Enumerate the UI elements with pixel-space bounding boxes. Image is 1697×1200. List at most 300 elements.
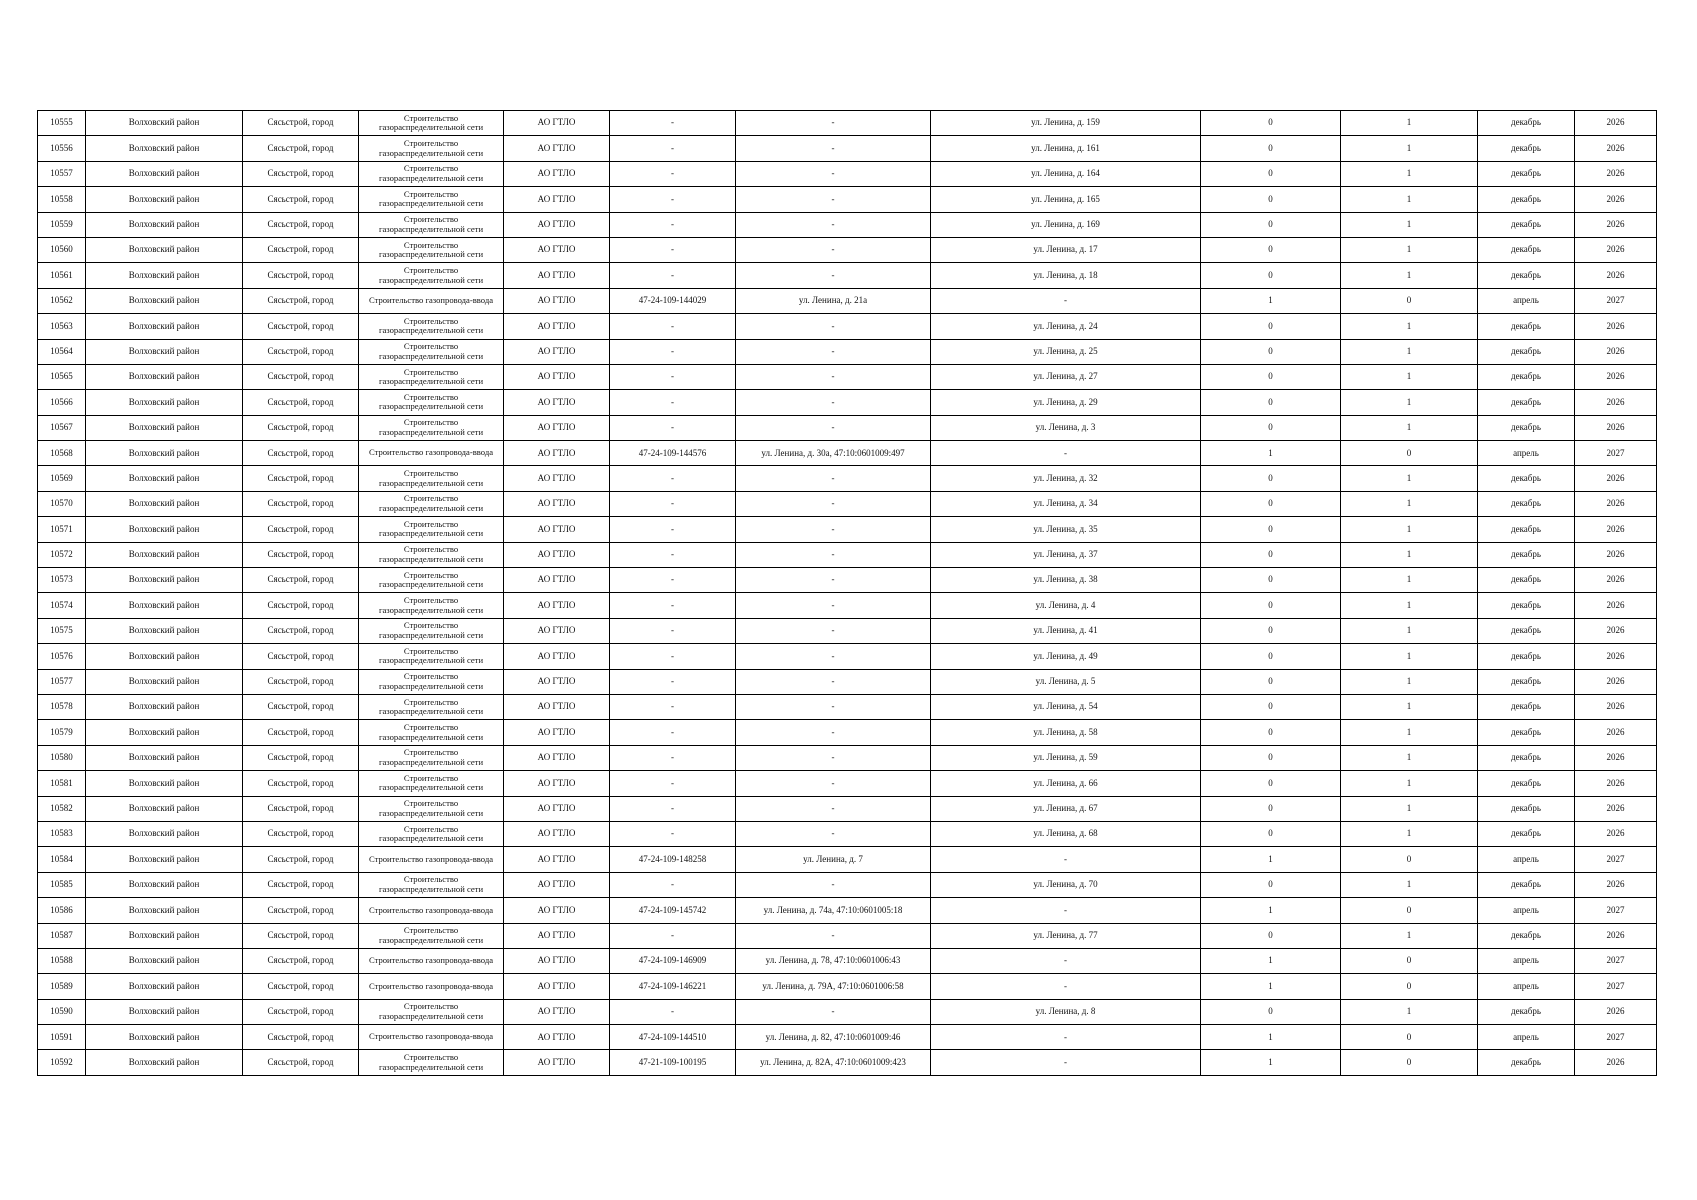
networks-count-cell: 1 bbox=[1341, 237, 1478, 262]
inputs-count-cell: 0 bbox=[1201, 491, 1341, 516]
organization-cell: АО ГТЛО bbox=[504, 999, 610, 1024]
district-cell: Волховский район bbox=[86, 339, 243, 364]
year-cell: 2026 bbox=[1575, 568, 1657, 593]
inputs-count-cell: 1 bbox=[1201, 948, 1341, 973]
locality-cell: Сясьстрой, город bbox=[243, 771, 359, 796]
row-number-cell: 10570 bbox=[38, 491, 86, 516]
organization-cell: АО ГТЛО bbox=[504, 644, 610, 669]
year-cell: 2027 bbox=[1575, 1025, 1657, 1050]
organization-cell: АО ГТЛО bbox=[504, 390, 610, 415]
year-cell: 2026 bbox=[1575, 542, 1657, 567]
table-row bbox=[38, 1025, 1657, 1050]
locality-cell: Сясьстрой, город bbox=[243, 821, 359, 846]
application-number-cell: 47-24-109-144029 bbox=[610, 288, 736, 313]
application-number-cell: - bbox=[610, 339, 736, 364]
inputs-count-cell: 0 bbox=[1201, 339, 1341, 364]
street-address-cell: - bbox=[931, 948, 1201, 973]
application-number-cell: - bbox=[610, 237, 736, 262]
district-cell: Волховский район bbox=[86, 669, 243, 694]
row-number-cell: 10582 bbox=[38, 796, 86, 821]
locality-cell: Сясьстрой, город bbox=[243, 136, 359, 161]
locality-cell: Сясьстрой, город bbox=[243, 644, 359, 669]
object-address-cell: ул. Ленина, д. 78, 47:10:0601006:43 bbox=[736, 948, 931, 973]
table-row bbox=[38, 136, 1657, 161]
street-address-cell: ул. Ленина, д. 18 bbox=[931, 263, 1201, 288]
year-cell: 2026 bbox=[1575, 872, 1657, 897]
table-row bbox=[38, 694, 1657, 719]
table-row bbox=[38, 542, 1657, 567]
object-address-cell: ул. Ленина, д. 82А, 47:10:0601009:423 bbox=[736, 1050, 931, 1075]
row-number-cell: 10569 bbox=[38, 466, 86, 491]
locality-cell: Сясьстрой, город bbox=[243, 390, 359, 415]
locality-cell: Сясьстрой, город bbox=[243, 872, 359, 897]
organization-cell: АО ГТЛО bbox=[504, 898, 610, 923]
year-cell: 2026 bbox=[1575, 745, 1657, 770]
organization-cell: АО ГТЛО bbox=[504, 441, 610, 466]
work-type-cell: Строительство газораспределительной сети bbox=[359, 771, 504, 796]
work-type-cell: Строительство газопровода-ввода bbox=[359, 1025, 504, 1050]
application-number-cell: 47-21-109-100195 bbox=[610, 1050, 736, 1075]
district-cell: Волховский район bbox=[86, 745, 243, 770]
inputs-count-cell: 1 bbox=[1201, 1025, 1341, 1050]
year-cell: 2026 bbox=[1575, 1050, 1657, 1075]
object-address-cell: - bbox=[736, 796, 931, 821]
month-cell: декабрь bbox=[1478, 339, 1575, 364]
year-cell: 2026 bbox=[1575, 187, 1657, 212]
organization-cell: АО ГТЛО bbox=[504, 415, 610, 440]
table-row bbox=[38, 669, 1657, 694]
street-address-cell: ул. Ленина, д. 3 bbox=[931, 415, 1201, 440]
district-cell: Волховский район bbox=[86, 441, 243, 466]
row-number-cell: 10592 bbox=[38, 1050, 86, 1075]
year-cell: 2027 bbox=[1575, 847, 1657, 872]
organization-cell: АО ГТЛО bbox=[504, 491, 610, 516]
row-number-cell: 10585 bbox=[38, 872, 86, 897]
inputs-count-cell: 0 bbox=[1201, 720, 1341, 745]
month-cell: декабрь bbox=[1478, 542, 1575, 567]
work-type-cell: Строительство газораспределительной сети bbox=[359, 111, 504, 136]
table-row bbox=[38, 415, 1657, 440]
organization-cell: АО ГТЛО bbox=[504, 314, 610, 339]
street-address-cell: ул. Ленина, д. 24 bbox=[931, 314, 1201, 339]
table-row bbox=[38, 771, 1657, 796]
row-number-cell: 10586 bbox=[38, 898, 86, 923]
locality-cell: Сясьстрой, город bbox=[243, 263, 359, 288]
networks-count-cell: 1 bbox=[1341, 263, 1478, 288]
organization-cell: АО ГТЛО bbox=[504, 136, 610, 161]
inputs-count-cell: 0 bbox=[1201, 263, 1341, 288]
month-cell: декабрь bbox=[1478, 466, 1575, 491]
locality-cell: Сясьстрой, город bbox=[243, 288, 359, 313]
street-address-cell: ул. Ленина, д. 49 bbox=[931, 644, 1201, 669]
year-cell: 2026 bbox=[1575, 593, 1657, 618]
locality-cell: Сясьстрой, город bbox=[243, 491, 359, 516]
street-address-cell: ул. Ленина, д. 32 bbox=[931, 466, 1201, 491]
street-address-cell: ул. Ленина, д. 165 bbox=[931, 187, 1201, 212]
street-address-cell: ул. Ленина, д. 25 bbox=[931, 339, 1201, 364]
application-number-cell: - bbox=[610, 568, 736, 593]
month-cell: декабрь bbox=[1478, 644, 1575, 669]
networks-count-cell: 1 bbox=[1341, 390, 1478, 415]
networks-count-cell: 1 bbox=[1341, 771, 1478, 796]
work-type-cell: Строительство газораспределительной сети bbox=[359, 999, 504, 1024]
organization-cell: АО ГТЛО bbox=[504, 111, 610, 136]
application-number-cell: - bbox=[610, 796, 736, 821]
month-cell: декабрь bbox=[1478, 872, 1575, 897]
application-number-cell: - bbox=[610, 491, 736, 516]
object-address-cell: - bbox=[736, 593, 931, 618]
year-cell: 2027 bbox=[1575, 288, 1657, 313]
year-cell: 2026 bbox=[1575, 390, 1657, 415]
application-number-cell: 47-24-109-144576 bbox=[610, 441, 736, 466]
row-number-cell: 10576 bbox=[38, 644, 86, 669]
work-type-cell: Строительство газораспределительной сети bbox=[359, 593, 504, 618]
application-number-cell: - bbox=[610, 263, 736, 288]
street-address-cell: ул. Ленина, д. 164 bbox=[931, 161, 1201, 186]
year-cell: 2026 bbox=[1575, 415, 1657, 440]
row-number-cell: 10577 bbox=[38, 669, 86, 694]
locality-cell: Сясьстрой, город bbox=[243, 694, 359, 719]
application-number-cell: - bbox=[610, 644, 736, 669]
locality-cell: Сясьстрой, город bbox=[243, 187, 359, 212]
inputs-count-cell: 1 bbox=[1201, 1050, 1341, 1075]
month-cell: декабрь bbox=[1478, 491, 1575, 516]
street-address-cell: - bbox=[931, 898, 1201, 923]
street-address-cell: - bbox=[931, 441, 1201, 466]
month-cell: апрель bbox=[1478, 898, 1575, 923]
inputs-count-cell: 0 bbox=[1201, 593, 1341, 618]
year-cell: 2026 bbox=[1575, 161, 1657, 186]
street-address-cell: - bbox=[931, 1050, 1201, 1075]
year-cell: 2026 bbox=[1575, 821, 1657, 846]
networks-count-cell: 1 bbox=[1341, 999, 1478, 1024]
object-address-cell: ул. Ленина, д. 74а, 47:10:0601005:18 bbox=[736, 898, 931, 923]
month-cell: декабрь bbox=[1478, 161, 1575, 186]
month-cell: декабрь bbox=[1478, 415, 1575, 440]
district-cell: Волховский район bbox=[86, 314, 243, 339]
locality-cell: Сясьстрой, город bbox=[243, 542, 359, 567]
month-cell: декабрь bbox=[1478, 263, 1575, 288]
month-cell: декабрь bbox=[1478, 390, 1575, 415]
row-number-cell: 10581 bbox=[38, 771, 86, 796]
locality-cell: Сясьстрой, город bbox=[243, 415, 359, 440]
row-number-cell: 10559 bbox=[38, 212, 86, 237]
locality-cell: Сясьстрой, город bbox=[243, 796, 359, 821]
work-type-cell: Строительство газораспределительной сети bbox=[359, 745, 504, 770]
year-cell: 2026 bbox=[1575, 669, 1657, 694]
month-cell: декабрь bbox=[1478, 212, 1575, 237]
row-number-cell: 10568 bbox=[38, 441, 86, 466]
street-address-cell: ул. Ленина, д. 59 bbox=[931, 745, 1201, 770]
table-row bbox=[38, 720, 1657, 745]
district-cell: Волховский район bbox=[86, 263, 243, 288]
work-type-cell: Строительство газораспределительной сети bbox=[359, 872, 504, 897]
year-cell: 2026 bbox=[1575, 364, 1657, 389]
table-row bbox=[38, 364, 1657, 389]
year-cell: 2026 bbox=[1575, 644, 1657, 669]
row-number-cell: 10563 bbox=[38, 314, 86, 339]
year-cell: 2026 bbox=[1575, 720, 1657, 745]
month-cell: декабрь bbox=[1478, 720, 1575, 745]
inputs-count-cell: 0 bbox=[1201, 771, 1341, 796]
application-number-cell: - bbox=[610, 593, 736, 618]
street-address-cell: ул. Ленина, д. 5 bbox=[931, 669, 1201, 694]
object-address-cell: - bbox=[736, 415, 931, 440]
work-type-cell: Строительство газопровода-ввода bbox=[359, 288, 504, 313]
object-address-cell: - bbox=[736, 771, 931, 796]
year-cell: 2026 bbox=[1575, 263, 1657, 288]
work-type-cell: Строительство газораспределительной сети bbox=[359, 161, 504, 186]
organization-cell: АО ГТЛО bbox=[504, 669, 610, 694]
table-row bbox=[38, 644, 1657, 669]
inputs-count-cell: 0 bbox=[1201, 644, 1341, 669]
networks-count-cell: 0 bbox=[1341, 441, 1478, 466]
district-cell: Волховский район bbox=[86, 390, 243, 415]
district-cell: Волховский район bbox=[86, 720, 243, 745]
row-number-cell: 10578 bbox=[38, 694, 86, 719]
row-number-cell: 10591 bbox=[38, 1025, 86, 1050]
object-address-cell: - bbox=[736, 542, 931, 567]
district-cell: Волховский район bbox=[86, 364, 243, 389]
district-cell: Волховский район bbox=[86, 1025, 243, 1050]
row-number-cell: 10565 bbox=[38, 364, 86, 389]
application-number-cell: - bbox=[610, 212, 736, 237]
organization-cell: АО ГТЛО bbox=[504, 745, 610, 770]
locality-cell: Сясьстрой, город bbox=[243, 517, 359, 542]
month-cell: декабрь bbox=[1478, 237, 1575, 262]
table-row bbox=[38, 339, 1657, 364]
inputs-count-cell: 0 bbox=[1201, 212, 1341, 237]
month-cell: апрель bbox=[1478, 847, 1575, 872]
inputs-count-cell: 0 bbox=[1201, 999, 1341, 1024]
street-address-cell: ул. Ленина, д. 77 bbox=[931, 923, 1201, 948]
street-address-cell: ул. Ленина, д. 67 bbox=[931, 796, 1201, 821]
networks-count-cell: 1 bbox=[1341, 644, 1478, 669]
street-address-cell: ул. Ленина, д. 159 bbox=[931, 111, 1201, 136]
district-cell: Волховский район bbox=[86, 237, 243, 262]
work-type-cell: Строительство газораспределительной сети bbox=[359, 237, 504, 262]
month-cell: апрель bbox=[1478, 1025, 1575, 1050]
street-address-cell: ул. Ленина, д. 68 bbox=[931, 821, 1201, 846]
row-number-cell: 10571 bbox=[38, 517, 86, 542]
organization-cell: АО ГТЛО bbox=[504, 542, 610, 567]
month-cell: апрель bbox=[1478, 288, 1575, 313]
work-type-cell: Строительство газораспределительной сети bbox=[359, 263, 504, 288]
street-address-cell: - bbox=[931, 974, 1201, 999]
networks-count-cell: 1 bbox=[1341, 339, 1478, 364]
street-address-cell: ул. Ленина, д. 66 bbox=[931, 771, 1201, 796]
organization-cell: АО ГТЛО bbox=[504, 593, 610, 618]
object-address-cell: - bbox=[736, 745, 931, 770]
work-type-cell: Строительство газопровода-ввода bbox=[359, 898, 504, 923]
organization-cell: АО ГТЛО bbox=[504, 796, 610, 821]
year-cell: 2027 bbox=[1575, 974, 1657, 999]
application-number-cell: - bbox=[610, 314, 736, 339]
object-address-cell: - bbox=[736, 669, 931, 694]
street-address-cell: ул. Ленина, д. 41 bbox=[931, 618, 1201, 643]
object-address-cell: - bbox=[736, 517, 931, 542]
work-type-cell: Строительство газопровода-ввода bbox=[359, 847, 504, 872]
district-cell: Волховский район bbox=[86, 771, 243, 796]
inputs-count-cell: 0 bbox=[1201, 415, 1341, 440]
application-number-cell: - bbox=[610, 720, 736, 745]
inputs-count-cell: 0 bbox=[1201, 923, 1341, 948]
year-cell: 2026 bbox=[1575, 339, 1657, 364]
inputs-count-cell: 0 bbox=[1201, 618, 1341, 643]
object-address-cell: ул. Ленина, д. 21а bbox=[736, 288, 931, 313]
street-address-cell: ул. Ленина, д. 34 bbox=[931, 491, 1201, 516]
inputs-count-cell: 0 bbox=[1201, 237, 1341, 262]
networks-count-cell: 1 bbox=[1341, 161, 1478, 186]
networks-count-cell: 1 bbox=[1341, 796, 1478, 821]
work-type-cell: Строительство газораспределительной сети bbox=[359, 491, 504, 516]
object-address-cell: ул. Ленина, д. 30а, 47:10:0601009:497 bbox=[736, 441, 931, 466]
application-number-cell: - bbox=[610, 136, 736, 161]
application-number-cell: - bbox=[610, 821, 736, 846]
row-number-cell: 10574 bbox=[38, 593, 86, 618]
table-row bbox=[38, 821, 1657, 846]
work-type-cell: Строительство газораспределительной сети bbox=[359, 923, 504, 948]
locality-cell: Сясьстрой, город bbox=[243, 745, 359, 770]
object-address-cell: - bbox=[736, 339, 931, 364]
locality-cell: Сясьстрой, город bbox=[243, 923, 359, 948]
locality-cell: Сясьстрой, город bbox=[243, 111, 359, 136]
year-cell: 2027 bbox=[1575, 898, 1657, 923]
month-cell: декабрь bbox=[1478, 618, 1575, 643]
organization-cell: АО ГТЛО bbox=[504, 872, 610, 897]
object-address-cell: - bbox=[736, 568, 931, 593]
street-address-cell: ул. Ленина, д. 169 bbox=[931, 212, 1201, 237]
application-number-cell: - bbox=[610, 999, 736, 1024]
networks-count-cell: 1 bbox=[1341, 694, 1478, 719]
table-row bbox=[38, 999, 1657, 1024]
application-number-cell: - bbox=[610, 618, 736, 643]
inputs-count-cell: 1 bbox=[1201, 847, 1341, 872]
organization-cell: АО ГТЛО bbox=[504, 466, 610, 491]
table-row bbox=[38, 568, 1657, 593]
object-address-cell: - bbox=[736, 314, 931, 339]
work-type-cell: Строительство газораспределительной сети bbox=[359, 796, 504, 821]
organization-cell: АО ГТЛО bbox=[504, 948, 610, 973]
row-number-cell: 10575 bbox=[38, 618, 86, 643]
networks-count-cell: 1 bbox=[1341, 745, 1478, 770]
locality-cell: Сясьстрой, город bbox=[243, 669, 359, 694]
object-address-cell: - bbox=[736, 694, 931, 719]
inputs-count-cell: 0 bbox=[1201, 314, 1341, 339]
year-cell: 2026 bbox=[1575, 466, 1657, 491]
row-number-cell: 10562 bbox=[38, 288, 86, 313]
row-number-cell: 10567 bbox=[38, 415, 86, 440]
month-cell: декабрь bbox=[1478, 111, 1575, 136]
organization-cell: АО ГТЛО bbox=[504, 618, 610, 643]
work-type-cell: Строительство газораспределительной сети bbox=[359, 669, 504, 694]
object-address-cell: ул. Ленина, д. 7 bbox=[736, 847, 931, 872]
application-number-cell: 47-24-109-144510 bbox=[610, 1025, 736, 1050]
organization-cell: АО ГТЛО bbox=[504, 821, 610, 846]
inputs-count-cell: 0 bbox=[1201, 745, 1341, 770]
organization-cell: АО ГТЛО bbox=[504, 1050, 610, 1075]
organization-cell: АО ГТЛО bbox=[504, 720, 610, 745]
inputs-count-cell: 0 bbox=[1201, 390, 1341, 415]
district-cell: Волховский район bbox=[86, 542, 243, 567]
table-row bbox=[38, 974, 1657, 999]
organization-cell: АО ГТЛО bbox=[504, 212, 610, 237]
month-cell: декабрь bbox=[1478, 669, 1575, 694]
inputs-count-cell: 0 bbox=[1201, 568, 1341, 593]
year-cell: 2026 bbox=[1575, 212, 1657, 237]
month-cell: декабрь bbox=[1478, 136, 1575, 161]
work-type-cell: Строительство газораспределительной сети bbox=[359, 136, 504, 161]
street-address-cell: ул. Ленина, д. 27 bbox=[931, 364, 1201, 389]
table-row bbox=[38, 390, 1657, 415]
row-number-cell: 10558 bbox=[38, 187, 86, 212]
month-cell: апрель bbox=[1478, 948, 1575, 973]
work-type-cell: Строительство газопровода-ввода bbox=[359, 974, 504, 999]
work-type-cell: Строительство газораспределительной сети bbox=[359, 415, 504, 440]
work-type-cell: Строительство газопровода-ввода bbox=[359, 948, 504, 973]
district-cell: Волховский район bbox=[86, 923, 243, 948]
row-number-cell: 10587 bbox=[38, 923, 86, 948]
inputs-count-cell: 0 bbox=[1201, 542, 1341, 567]
inputs-count-cell: 1 bbox=[1201, 898, 1341, 923]
table-row bbox=[38, 288, 1657, 313]
district-cell: Волховский район bbox=[86, 948, 243, 973]
inputs-count-cell: 0 bbox=[1201, 694, 1341, 719]
work-type-cell: Строительство газораспределительной сети bbox=[359, 821, 504, 846]
object-address-cell: - bbox=[736, 999, 931, 1024]
organization-cell: АО ГТЛО bbox=[504, 771, 610, 796]
street-address-cell: - bbox=[931, 288, 1201, 313]
networks-count-cell: 1 bbox=[1341, 669, 1478, 694]
month-cell: апрель bbox=[1478, 441, 1575, 466]
object-address-cell: - bbox=[736, 618, 931, 643]
locality-cell: Сясьстрой, город bbox=[243, 999, 359, 1024]
district-cell: Волховский район bbox=[86, 187, 243, 212]
work-type-cell: Строительство газораспределительной сети bbox=[359, 644, 504, 669]
table-row bbox=[38, 923, 1657, 948]
application-number-cell: 47-24-109-145742 bbox=[610, 898, 736, 923]
object-address-cell: - bbox=[736, 644, 931, 669]
inputs-count-cell: 0 bbox=[1201, 187, 1341, 212]
locality-cell: Сясьстрой, город bbox=[243, 212, 359, 237]
object-address-cell: - bbox=[736, 111, 931, 136]
year-cell: 2026 bbox=[1575, 771, 1657, 796]
locality-cell: Сясьстрой, город bbox=[243, 618, 359, 643]
month-cell: декабрь bbox=[1478, 1050, 1575, 1075]
district-cell: Волховский район bbox=[86, 491, 243, 516]
work-type-cell: Строительство газораспределительной сети bbox=[359, 187, 504, 212]
object-address-cell: ул. Ленина, д. 79А, 47:10:0601006:58 bbox=[736, 974, 931, 999]
table-row bbox=[38, 898, 1657, 923]
row-number-cell: 10557 bbox=[38, 161, 86, 186]
month-cell: декабрь bbox=[1478, 999, 1575, 1024]
work-type-cell: Строительство газораспределительной сети bbox=[359, 364, 504, 389]
object-address-cell: - bbox=[736, 720, 931, 745]
organization-cell: АО ГТЛО bbox=[504, 237, 610, 262]
application-number-cell: - bbox=[610, 390, 736, 415]
table-row bbox=[38, 161, 1657, 186]
networks-count-cell: 1 bbox=[1341, 491, 1478, 516]
networks-count-cell: 1 bbox=[1341, 111, 1478, 136]
month-cell: декабрь bbox=[1478, 771, 1575, 796]
row-number-cell: 10589 bbox=[38, 974, 86, 999]
district-cell: Волховский район bbox=[86, 212, 243, 237]
application-number-cell: 47-24-109-146221 bbox=[610, 974, 736, 999]
application-number-cell: - bbox=[610, 415, 736, 440]
year-cell: 2026 bbox=[1575, 694, 1657, 719]
row-number-cell: 10564 bbox=[38, 339, 86, 364]
street-address-cell: ул. Ленина, д. 4 bbox=[931, 593, 1201, 618]
